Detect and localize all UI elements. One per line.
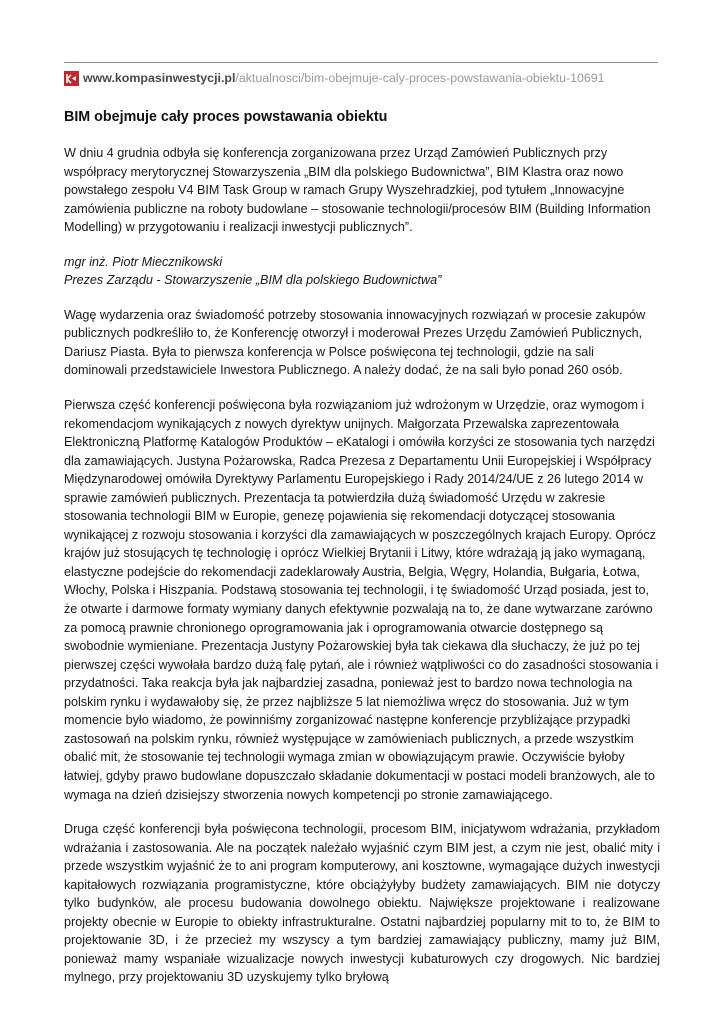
article-body	[64, 144, 660, 1003]
article-path: /aktualnosci/bim-obejmuje-caly-proces-powstawania-obiektu-10691	[235, 71, 605, 85]
body-paragraph: Druga część konferencji była poświęcona technologii, procesom BIM, inicjatywom wdrażania, przykładom wdrażania i zastosowania. Ale na początek należało wyjaśnić czym BIM jest, a czym nie jest, obalić mity i przede wszystkim wyjaśnić że to ani program komputerowy, ani kosztowne, wymagające dużych inwestycji kapitałowych rozwiązania programistyczne, które obciążyłyby budżety zamawiających. BIM nie dotyczy tylko budynków, ale procesu budowania dowolnego obiektu. Największe projektowane i realizowane projekty obecnie w Europie to obiekty infrastrukturalne. Ostatni najbardziej popularny mit to to, że BIM to projektowanie 3D, i że przecież my wszyscy a tym bardziej zamawiający publiczny, mamy już BIM, ponieważ mamy wspaniałe wizualizacje nowych inwestycji kubaturowych czy drogowych. Nic bardziej mylnego, przy projektowaniu 3D uzyskujemy tylko bryłową	[64, 822, 660, 985]
kompas-logo-icon	[64, 71, 79, 86]
article-title: BIM obejmuje cały proces powstawania obiektu	[64, 109, 388, 125]
author-name: mgr inż. Piotr Miecznikowski	[64, 254, 223, 269]
author-byline	[64, 253, 660, 290]
author-role: Prezes Zarządu - Stowarzyszenie „BIM dla polskiego Budownictwa”	[64, 273, 442, 288]
source-url-bar	[64, 69, 605, 87]
body-paragraph: Wagę wydarzenia oraz świadomość potrzeby stosowania innowacyjnych rozwiązań w procesie zakupów publicznych podkreśliło to, że Konferencję otworzył i moderował Prezes Urzędu Zamówień Publicznych, Dariusz Piasta. Była to pierwsza konferencja w Polsce poświęcona tej technologii, gdzie na sali dominowali przedstawiciele Inwestora Publicznego. A należy dodać, że na sali było ponad 260 osób.	[64, 307, 646, 378]
site-domain-link[interactable]: www.kompasinwestycji.pl	[83, 71, 236, 85]
header-divider	[64, 62, 658, 63]
intro-paragraph: W dniu 4 grudnia odbyła się konferencja zorganizowana przez Urząd Zamówień Publicznych przy współpracy merytorycznej Stowarzyszenia „BIM dla polskiego Budownictwa”, BIM Klastra oraz nowo powstałego zespołu V4 BIM Task Group w ramach Grupy Wyszehradzkiej, pod tytułem „Innowacyjne zamówienia publiczne na roboty budowlane – stosowanie technologii/procesów BIM (Building Information Modelling) w przygotowaniu i realizacji inwestycji publicznych”.	[64, 146, 651, 235]
body-paragraph: Pierwsza część konferencji poświęcona była rozwiązaniom już wdrożonym w Urzędzie, oraz wymogom i rekomendacjom wynikających z nowych dyrektyw unijnych. Małgorzata Przewalska zaprezentowała Elektroniczną Platformę Katalogów Produktów – eKatalogi i omówiła korzyści ze stosowania tych narzędzi dla zamawiających. Justyna Pożarowska, Radca Prezesa z Departamentu Unii Europejskiej i Współpracy Międzynarodowej omówiła Dyrektywy Parlamentu Europejskiego i Rady 2014/24/UE z 26 lutego 2014 w sprawie zamówień publicznych. Prezentacja ta potwierdziła dużą świadomość Urzędu w zakresie stosowania technologii BIM w Europie, genezę pojawienia się rekomendacji dotyczącej stosowania wynikającej z rozwoju stosowania i korzyści dla zamawiających w poszczególnych krajach Europy. Oprócz krajów już stosujących tę technologię i oprócz Wielkiej Brytanii i Litwy, które wdrażają ją jako wymaganą, elastyczne podejście do rekomendacji zadeklarowały Austria, Belgia, Węgry, Holandia, Bułgaria, Łotwa, Włochy, Polska i Hiszpania. Podstawą stosowania tej technologii, i tę świadomość Urząd posiada, jest to, że otwarte i darmowe formaty wymiany danych efektywnie pozwalają na to, że dane wytwarzane zarówno za pomocą prawnie chronionego oprogramowania jak i oprogramowania otwarcie dostępnego są swobodnie wymieniane. Prezentacja Justyny Pożarowskiej była tak ciekawa dla słuchaczy, że już po tej pierwszej części wywołała bardzo dużą falę pytań, ale i również wątpliwości co do zasadności stosowania i przydatności. Taka reakcja była jak najbardziej zasadna, ponieważ jest to bardzo nowa technologia na polskim rynku i wydawałoby się, że przez najbliższe 5 lat niemożliwa wręcz do stosowania. Już w tym momencie było wiadomo, że powinniśmy zorganizować następne konferencje przybliżające przypadki zastosowań na polskim rynku, również występujące w zamówieniach publicznych, a przede wszystkim obalić mit, że stosowanie tej technologii wymaga zmian w obowiązującym prawie. Oczywiście byłoby łatwiej, gdyby prawo budowlane dopuszczało składanie dokumentacji w postaci modeli branżowych, ale to wymaga na dzień dzisiejszy stworzenia nowych kompetencji po stronie zamawiającego.	[64, 398, 659, 802]
